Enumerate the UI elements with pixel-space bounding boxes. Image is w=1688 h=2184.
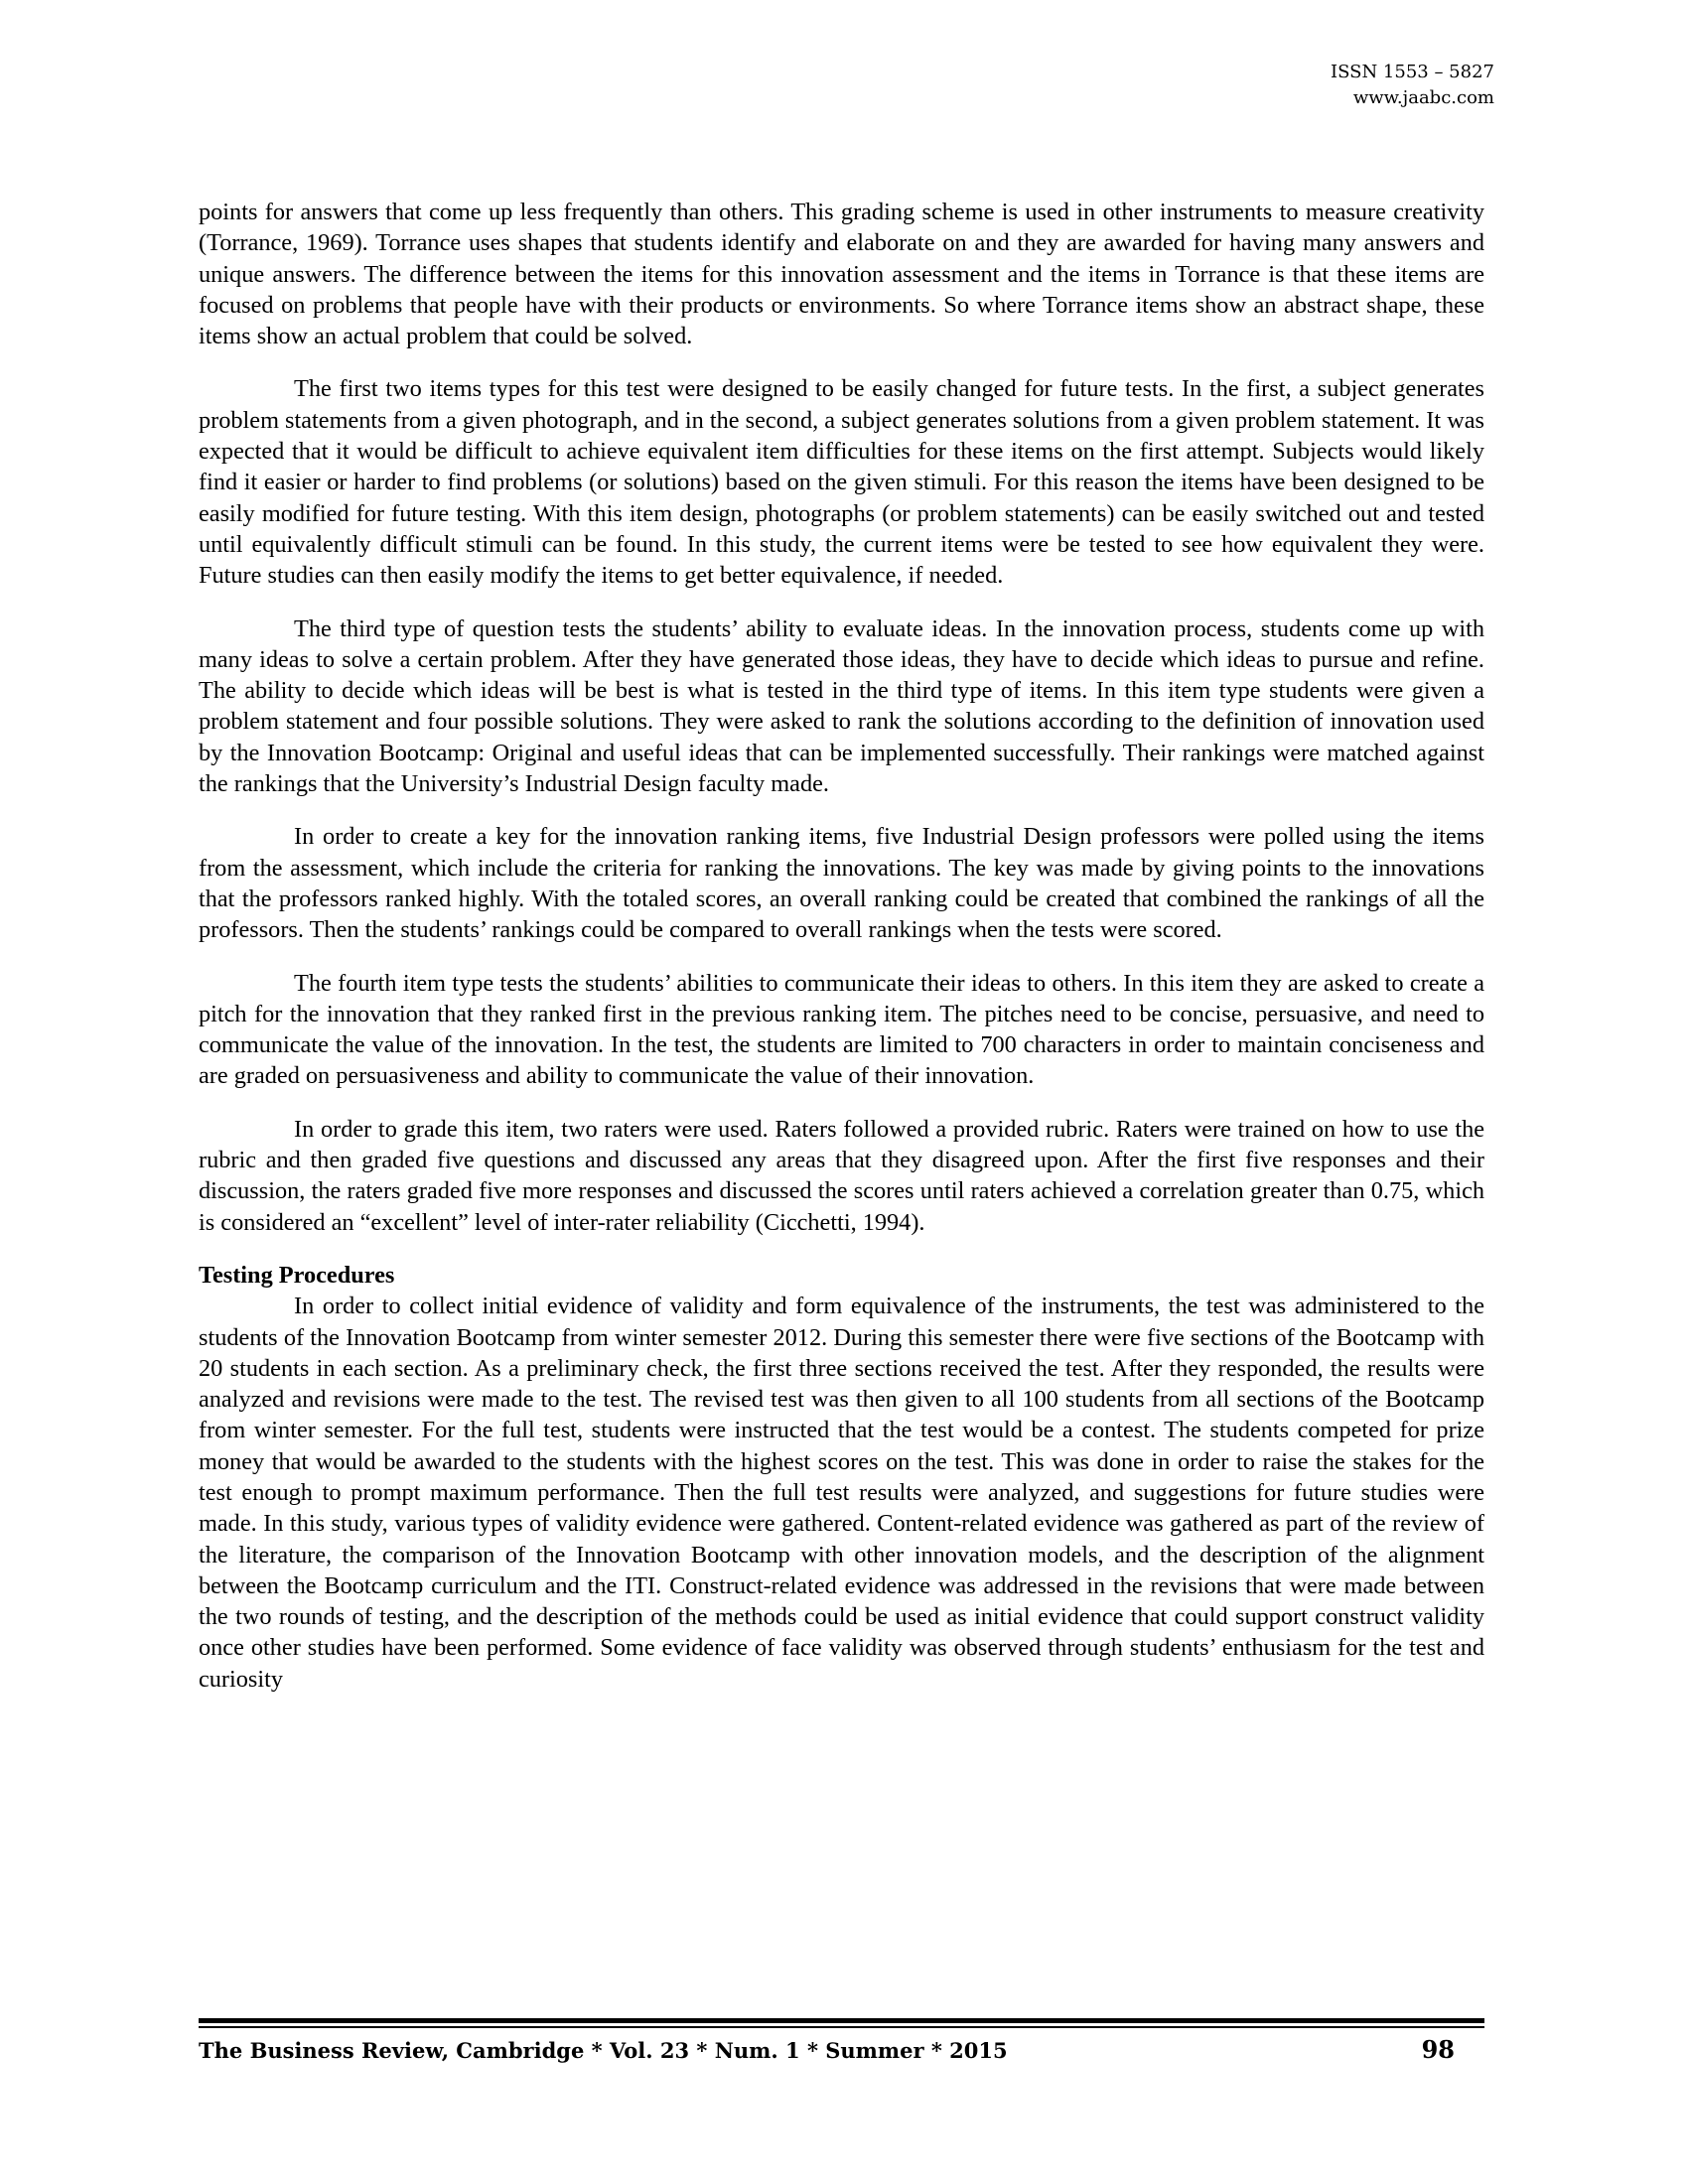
footer-rule-thin [199, 2026, 1484, 2028]
page-number: 98 [1421, 2035, 1455, 2064]
page-footer [199, 2035, 1455, 2064]
issn-label: ISSN 1553 – 5827 [1331, 62, 1494, 82]
section-heading: Testing Procedures [199, 1261, 395, 1289]
body-paragraph: In order to create a key for the innovation ranking items, five Industrial Design professors were polled using the items from the assessment, which include the criteria for ranking the innovations. The key was made by giving points to the innovations that the professors ranked highly. With the totaled scores, an overall ranking could be created that combined the rankings of all the professors. Then the students’ rankings could be compared to overall rankings when the tests were scored. [199, 823, 1484, 944]
body-paragraph: In order to grade this item, two raters were used. Raters followed a provided rubric. Raters were trained on how to use the rubric and then graded five questions and discussed any areas that they disagreed upon. After the first five responses and their discussion, the raters graded five more responses and discussed the scores until raters achieved a correlation greater than 0.75, which is considered an “excellent” level of inter-rater reliability (Cicchetti, 1994). [199, 1115, 1484, 1236]
website-label: www.jaabc.com [1352, 87, 1494, 108]
page-header [1331, 60, 1494, 111]
body-paragraph: points for answers that come up less frequently than others. This grading scheme is used in other instruments to measure creativity (Torrance, 1969). Torrance uses shapes that students identify and elaborate on and they are awarded for having many answers and unique answers. The difference between the items for this innovation assessment and the items in Torrance is that these items are focused on problems that people have with their products or environments. So where Torrance items show an abstract shape, these items show an actual problem that could be solved. [199, 199, 1484, 350]
section-paragraph: In order to collect initial evidence of validity and form equivalence of the instruments, the test was administered to the students of the Innovation Bootcamp from winter semester 2012. During this semester there were five sections of the Bootcamp with 20 students in each section. As a preliminary check, the first three sections received the test. After they responded, the results were analyzed and revisions were made to the test. The revised test was then given to all 100 students from all sections of the Bootcamp from winter semester. For the full test, students were instructed that the test would be a contest. The students competed for prize money that would be awarded to the students with the highest scores on the test. This was done in order to raise the stakes for the test enough to prompt maximum performance. Then the full test results were analyzed, and suggestions for future studies were made. In this study, various types of validity evidence were gathered. Content-related evidence was gathered as part of the review of the literature, the comparison of the Innovation Bootcamp with other innovation models, and the description of the alignment between the Bootcamp curriculum and the ITI. Construct-related evidence was addressed in the revisions that were made between the two rounds of testing, and the description of the methods could be used as initial evidence that could support construct validity once other studies have been performed. Some evidence of face validity was observed through students’ enthusiasm for the test and curiosity [199, 1293, 1484, 1693]
body-paragraph: The fourth item type tests the students’ abilities to communicate their ideas to others. In this item they are asked to create a pitch for the innovation that they ranked first in the previous ranking item. The pitches need to be concise, persuasive, and need to communicate the value of the innovation. In the test, the students are limited to 700 characters in order to maintain conciseness and are graded on persuasiveness and ability to communicate the value of their innovation. [199, 969, 1484, 1090]
journal-citation: The Business Review, Cambridge * Vol. 23 * Num. 1 * Summer * 2015 [199, 2038, 1008, 2063]
footer-rule [199, 2018, 1484, 2023]
article-body [199, 197, 1484, 1716]
body-paragraph: The first two items types for this test were designed to be easily changed for future tests. In the first, a subject generates problem statements from a given photograph, and in the second, a subject generates solutions from a given problem statement. It was expected that it would be difficult to achieve equivalent item difficulties for these items on the first attempt. Subjects would likely find it easier or harder to find problems (or solutions) based on the given stimuli. For this reason the items have been designed to be easily modified for future testing. With this item design, photographs (or problem statements) can be easily switched out and tested until equivalently difficult stimuli can be found. In this study, the current items were be tested to see how equivalent they were. Future studies can then easily modify the items to get better equivalence, if needed. [199, 375, 1484, 590]
body-paragraph: The third type of question tests the students’ ability to evaluate ideas. In the innovation process, students come up with many ideas to solve a certain problem. After they have generated those ideas, they have to decide which ideas to pursue and refine. The ability to decide which ideas will be best is what is tested in the third type of items. In this item type students were given a problem statement and four possible solutions. They were asked to rank the solutions according to the definition of innovation used by the Innovation Bootcamp: Original and useful ideas that can be implemented successfully. Their rankings were matched against the rankings that the University’s Industrial Design faculty made. [199, 614, 1484, 798]
